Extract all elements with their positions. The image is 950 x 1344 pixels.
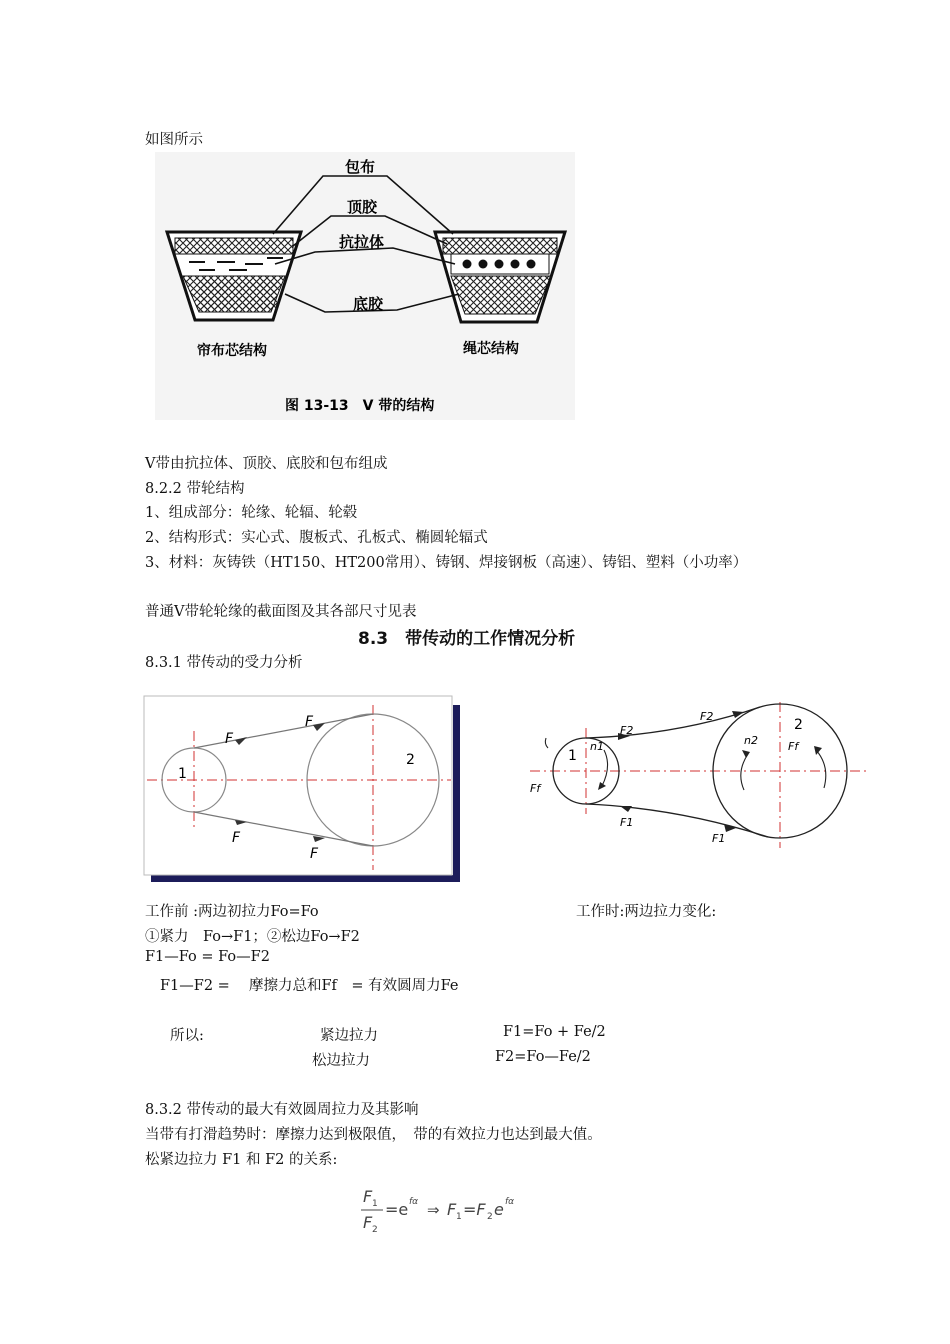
svg-text:F: F (447, 1200, 457, 1219)
implies-arrow: ⇒ (427, 1201, 440, 1219)
list-item-3: 3、材料：灰铸铁（HT150、HT200常用）、铸钢、焊接钢板（高速）、铸铝、塑料（小功率） (145, 555, 748, 571)
list-item-2: 2、结构形式：实心式、腹板式、孔板式、椭圆轮辐式 (145, 530, 488, 546)
speed-n2-label: n2 (744, 734, 758, 747)
force-f1-near-label: F1 (620, 816, 634, 829)
svg-text:=F: =F (463, 1200, 486, 1219)
v-belt-structure-figure (155, 152, 575, 420)
force-label-upper-small: F (225, 731, 234, 747)
svg-text:1: 1 (456, 1212, 462, 1222)
slack-side-equation: F2=Fo—Fe/2 (495, 1049, 591, 1065)
slack-side-label: 松边拉力 (312, 1053, 370, 1069)
force-label-lower-large: F (310, 846, 319, 862)
driving-pulley-label: 1 (568, 748, 577, 764)
force-label-upper-large: F (305, 714, 314, 730)
label-cover: 包布 (345, 158, 376, 176)
svg-text:2: 2 (372, 1225, 378, 1235)
section-8-3-2: 8.3.2 带传动的最大有效圆周拉力及其影响 (145, 1102, 419, 1118)
belt-force-figure-during (528, 700, 868, 850)
label-tension-member: 抗拉体 (339, 233, 385, 251)
force-f2-far-label: F2 (700, 710, 714, 723)
pulley-2-label: 2 (406, 752, 415, 768)
label-cord-core: 绳芯结构 (463, 341, 519, 357)
intro-text: 如图所示 (145, 132, 203, 148)
friction-left-label: Ff (530, 782, 541, 795)
label-cord-fabric: 帘布芯结构 (197, 343, 267, 359)
equation-2: F1—F2 = 摩擦力总和Ff = 有效圆周力Fe (160, 978, 459, 994)
euler-formula (355, 1182, 535, 1238)
pulley-1-label: 1 (178, 766, 187, 782)
force-label-lower-small: F (232, 830, 241, 846)
section-8-2-2: 8.2.2 带轮结构 (145, 481, 245, 497)
svg-text:fα: fα (505, 1197, 515, 1207)
tight-side-label: 紧边拉力 (320, 1028, 378, 1044)
slip-text: 当带有打滑趋势时：摩擦力达到极限值， 带的有效拉力也达到最大值。 (145, 1127, 602, 1143)
svg-text:2: 2 (487, 1212, 493, 1222)
label-top-rubber: 顶胶 (347, 198, 378, 216)
svg-text:e: e (494, 1200, 504, 1219)
list-item-1: 1、组成部分：轮缘、轮辐、轮毂 (145, 505, 358, 521)
label-bottom-rubber: 底胶 (353, 295, 384, 313)
svg-text:fα: fα (409, 1197, 419, 1207)
force-f1-far-label: F1 (712, 832, 726, 845)
friction-right-label: Ff (788, 740, 799, 753)
force-f2-near-label: F2 (620, 724, 634, 737)
before-work-text: 工作前 :两边初拉力Fo=Fo (145, 904, 319, 920)
composition-text: V带由抗拉体、顶胶、底胶和包布组成 (145, 456, 388, 472)
speed-n1-label: n1 (590, 740, 604, 753)
equation-1: F1—Fo = Fo—F2 (145, 949, 270, 965)
driven-pulley-label: 2 (794, 717, 803, 733)
therefore-label: 所以: (170, 1028, 204, 1044)
svg-text:1: 1 (372, 1199, 378, 1209)
formula-numerator: F (363, 1187, 373, 1206)
relation-text: 松紧边拉力 F1 和 F2 的关系: (145, 1152, 338, 1168)
rim-text: 普通V带轮轮缘的截面图及其各部尺寸见表 (145, 604, 417, 620)
section-8-3-1: 8.3.1 带传动的受力分析 (145, 655, 303, 671)
formula-equals-e: =e (385, 1200, 409, 1219)
belt-force-figure-before (143, 695, 461, 883)
tension-change-text: ①紧力 Fo→F1；②松边Fo→F2 (145, 929, 360, 945)
heading-8-3: 8.3 带传动的工作情况分析 (358, 629, 576, 649)
tight-side-equation: F1=Fo + Fe/2 (503, 1024, 606, 1040)
during-work-text: 工作时:两边拉力变化: (576, 904, 717, 920)
formula-denominator: F (363, 1213, 373, 1232)
figure-caption: 图 13-13 V 带的结构 (285, 398, 435, 414)
